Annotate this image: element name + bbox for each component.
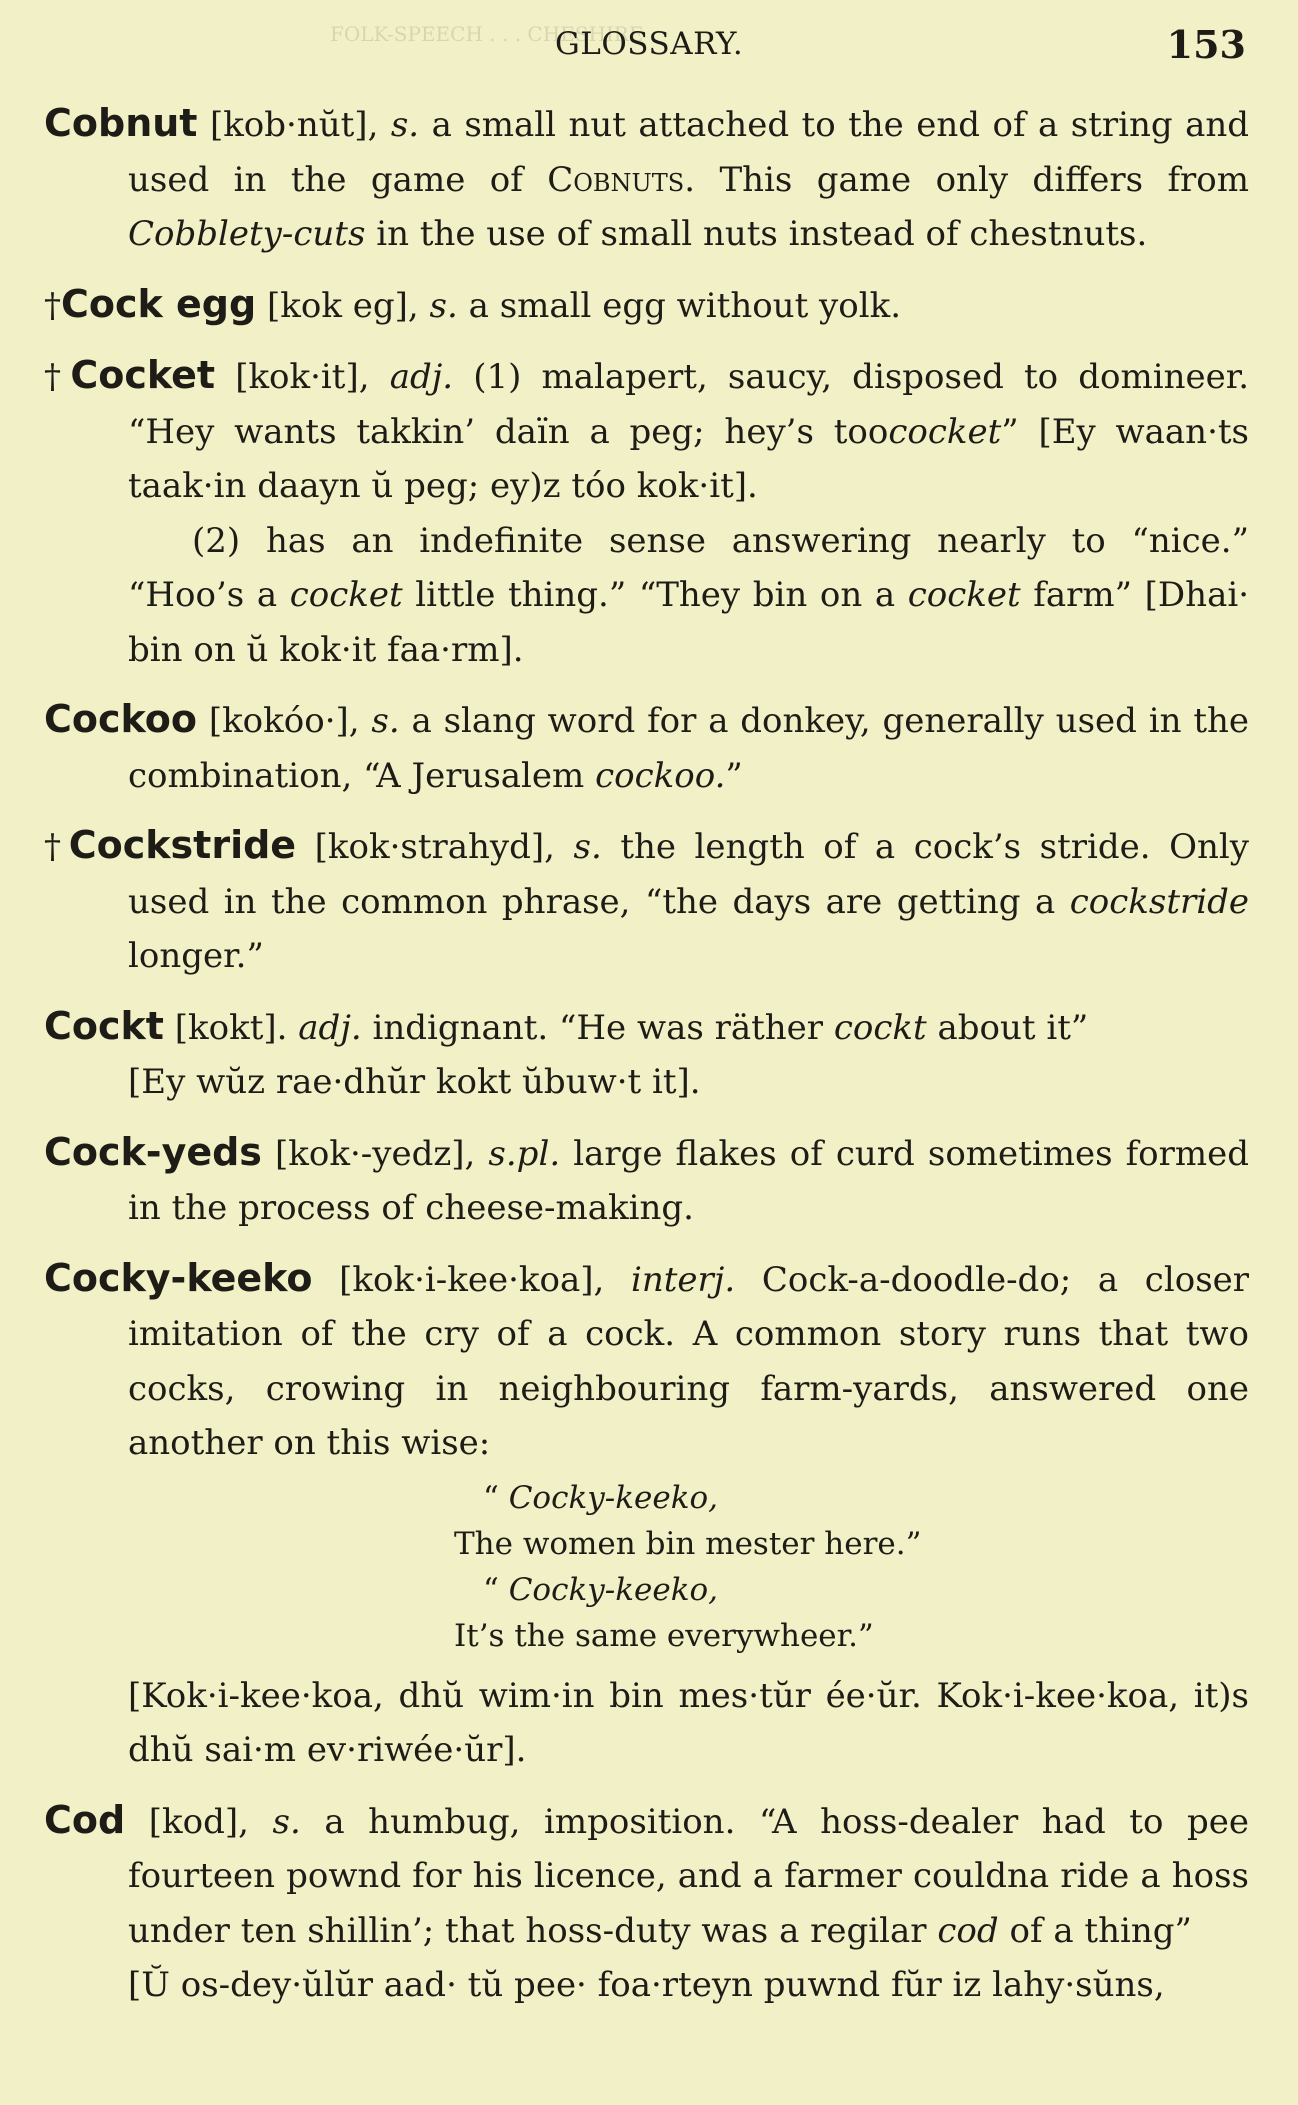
pronunciation: [Kok·i-kee·koa, dhŭ wim·in bin mes·tŭr ée·ŭr. Kok·i-kee·koa, it)s dhŭ sai·m ev·riwée·ŭr]. — [128, 1675, 1249, 1770]
pronunciation: [kok·it], — [235, 357, 370, 397]
definition: large flakes of curd sometimes formed in the process of cheese-making. — [128, 1133, 1250, 1228]
dagger-mark: † — [44, 827, 69, 867]
page-title: GLOSSARY. — [555, 26, 744, 62]
headword: Cod — [44, 1797, 126, 1842]
cross-reference: Cobblety-cuts — [128, 214, 366, 254]
entry-cocket — [44, 348, 1249, 677]
verse-line: It’s the same everywheer.” — [454, 1617, 874, 1654]
example-word: cockstride — [1069, 881, 1249, 922]
dagger-mark: † — [44, 357, 71, 397]
glossary-body — [44, 96, 1249, 2028]
definition: a small egg without yolk. — [468, 285, 902, 326]
entry-cod — [44, 1793, 1249, 2013]
pronunciation: [Ŭ os-dey·ŭlŭr aad· tŭ pee· foa·rteyn puwnd fŭr iz lahy·sŭns, — [128, 1965, 1165, 2005]
entry-cockt — [44, 999, 1249, 1110]
definition: about it” — [937, 1007, 1089, 1048]
headword: Cocket — [70, 353, 216, 397]
example-word: cod — [937, 1910, 999, 1951]
headword: Cobnut — [44, 101, 198, 145]
entry-cocky-keeko — [44, 1251, 1249, 1778]
part-of-speech: interj. — [631, 1259, 736, 1300]
headword: Cocky-keeko — [44, 1255, 313, 1300]
headword: Cock-yeds — [44, 1129, 262, 1174]
headword: Cockstride — [68, 823, 297, 867]
definition: ” [Ey waan·ts taak·in daayn ŭ peg; ey)z tóo kok·it]. — [128, 411, 1249, 506]
part-of-speech: s. — [371, 701, 400, 741]
definition: in the use of small nuts instead of chestnuts. — [376, 214, 1148, 254]
pronunciation: [kob·nŭt], — [209, 105, 379, 145]
definition: the length of a cock’s stride. Only used in the common phrase, “the days are getting a — [128, 827, 1249, 922]
entry-cobnut — [44, 96, 1249, 262]
definition: a humbug, imposition. “A hoss-dealer had to pee fourteen pownd for his licence, and a farmer couldna ride a hoss under ten shillin’; that hoss-duty was a regilar — [128, 1801, 1249, 1951]
verse-line: “ Cocky-keeko, — [483, 1571, 718, 1608]
part-of-speech: s. — [390, 105, 420, 145]
pronunciation: [kok eg], — [267, 285, 419, 326]
definition: indignant. “He was räther — [372, 1007, 824, 1048]
verse-quote — [128, 1475, 1249, 1659]
definition: a small nut attached to the end of a string and used in the game of — [128, 105, 1250, 200]
pronunciation: [Ey wŭz rae·dhŭr kokt ŭbuw·t it]. — [128, 1062, 701, 1102]
definition: a slang word for a donkey, generally used in the combination, “A Jerusalem — [128, 701, 1250, 796]
part-of-speech: s.pl. — [488, 1133, 561, 1174]
definition: This game only differs from — [719, 159, 1250, 200]
pronunciation: [kok·i-kee·koa], — [339, 1259, 605, 1300]
definition: longer.” — [128, 936, 264, 976]
headword: Cockt — [44, 1003, 164, 1048]
entry-cock-yeds — [44, 1125, 1249, 1236]
part-of-speech: adj. — [298, 1007, 362, 1048]
entry-cock-egg — [44, 277, 1249, 334]
sense-paragraph: (2) has an indefinite sense answering nearly to “nice.” “Hoo’s a cocket little thing.” “They bin on a cocket farm” [Dhai· bin on ŭ kok·it faa·rm]. — [128, 520, 1250, 670]
headword: Cockoo — [44, 697, 197, 741]
example-word: cockoo. — [595, 755, 726, 796]
definition: (1) malapert, saucy, disposed to domineer. “Hey wants takkin’ daïn a peg; hey’s too — [128, 357, 1250, 452]
running-header — [0, 22, 1298, 74]
page-number: 153 — [1166, 22, 1246, 67]
example-word: cockt — [833, 1007, 927, 1048]
example-word: cocket — [888, 411, 1002, 452]
pronunciation: [kok·-yedz], — [275, 1133, 476, 1174]
pronunciation: [kod], — [148, 1801, 249, 1842]
part-of-speech: s. — [429, 285, 458, 326]
verse-line: The women bin mester here.” — [454, 1525, 922, 1562]
pronunciation: [kokt]. — [174, 1007, 288, 1048]
headword: Cock egg — [61, 281, 257, 326]
example-word: cocket — [289, 575, 403, 615]
entry-cockstride — [44, 818, 1249, 984]
cross-reference: Cobnuts. — [547, 159, 696, 200]
definition: Cock-a-doodle-do; a closer imitation of the cry of a cock. A common story runs that two cocks, crowing in neighbouring farm-yards, answered one another on this wise: — [128, 1259, 1250, 1463]
example-word: cocket — [907, 575, 1021, 615]
pronunciation: [kokóo·], — [208, 701, 360, 741]
verse-line: “ Cocky-keeko, — [483, 1479, 718, 1516]
part-of-speech: adj. — [389, 357, 454, 397]
definition: of a thing” — [1009, 1910, 1192, 1951]
part-of-speech: s. — [272, 1801, 301, 1842]
pronunciation: [kok·strahyd], — [314, 827, 555, 867]
pronunciation: [Dhai· bin on ŭ kok·it faa·rm]. — [128, 575, 1250, 670]
dagger-mark: † — [44, 285, 61, 326]
part-of-speech: s. — [573, 827, 602, 867]
entry-cockoo: Cockoo [kokóo·], s. a slang word for a donkey, generally used in the combination, “A Jerusalem cockoo.” — [44, 697, 1250, 796]
show-through-text: FOLK-SPEECH . . . CHESHIRE — [330, 22, 644, 46]
